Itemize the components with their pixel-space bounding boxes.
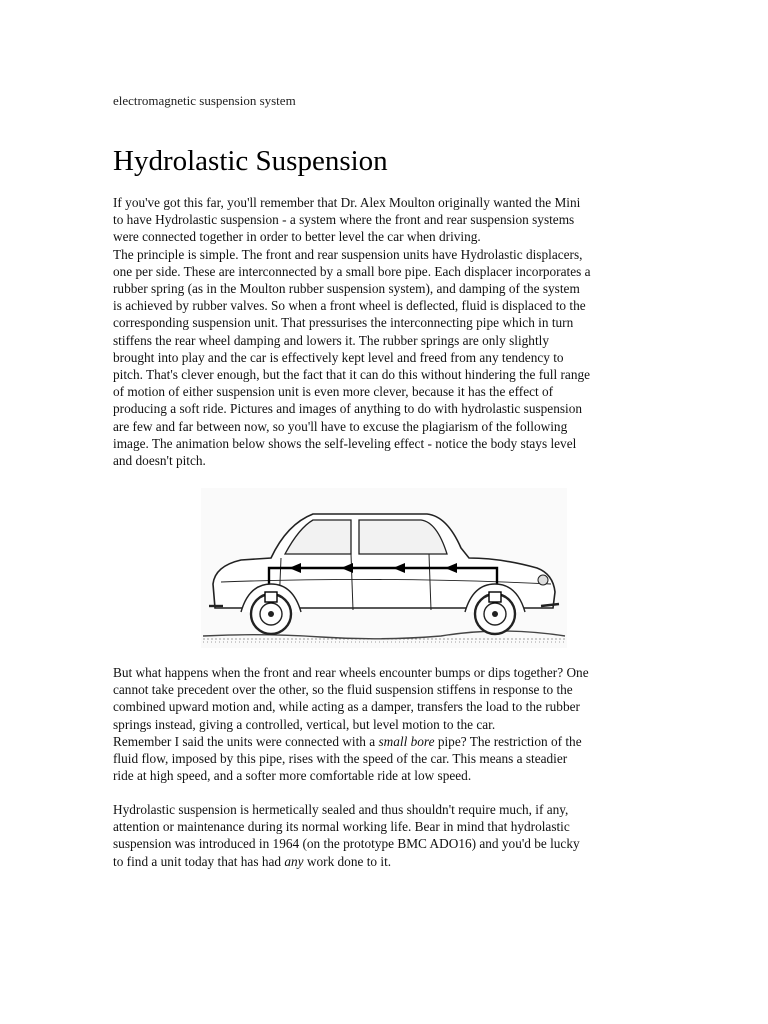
bumps-paragraph (113, 664, 658, 784)
text-line (113, 853, 658, 870)
text-line: combined upward motion and, while acting as a damper, transfers the load to the rubber (113, 699, 580, 715)
text-line: image. The animation below shows the self-leveling effect - notice the body stays level (113, 435, 577, 451)
text-run: to find a unit today that has had (113, 853, 285, 869)
text-line: springs instead, giving a controlled, vertical, but level motion to the car. (113, 716, 496, 732)
text-line: of motion of either suspension unit is even more clever, because it has the effect of (113, 384, 554, 400)
text-line: fluid flow, imposed by this pipe, rises with the speed of the car. This means a steadier (113, 751, 568, 767)
text-line: pitch. That's clever enough, but the fact that it can do this without hindering the full range (113, 367, 591, 383)
text-line: and doesn't pitch. (113, 453, 206, 469)
text-line: rubber spring (as in the Moulton rubber suspension system), and damping of the system (113, 281, 580, 297)
text-line: to have Hydrolastic suspension - a system where the front and rear suspension systems (113, 212, 575, 228)
car-drawing-svg (201, 488, 567, 648)
text-line: If you've got this far, you'll remember that Dr. Alex Moulton originally wanted the Mini (113, 195, 581, 210)
text-line: producing a soft ride. Pictures and images of anything to do with hydrolastic suspension (113, 401, 583, 417)
text-line: brought into play and the car is effectively kept level and freed from any tendency to (113, 349, 564, 365)
text-run: work done to it. (303, 853, 392, 869)
text-line: The principle is simple. The front and rear suspension units have Hydrolastic displacers, (113, 246, 583, 262)
emphasis-text: any (284, 853, 304, 869)
text-run: pipe? The restriction of the (434, 733, 582, 749)
page-kicker: electromagnetic suspension system (113, 93, 296, 108)
article-title: Hydrolastic Suspension (113, 145, 388, 177)
text-line: one per side. These are interconnected by a small bore pipe. Each displacer incorporates a (113, 263, 591, 279)
text-line: Hydrolastic suspension is hermetically sealed and thus shouldn't require much, if any, (113, 802, 569, 817)
text-line: are few and far between now, so you'll have to excuse the plagiarism of the following (113, 418, 568, 434)
text-line: But what happens when the front and rear wheels encounter bumps or dips together? One (113, 665, 589, 680)
emphasis-text: small bore (378, 733, 435, 749)
intro-paragraph (113, 194, 658, 469)
text-line: suspension was introduced in 1964 (on the prototype BMC ADO16) and you'd be lucky (113, 836, 580, 852)
text-run: Remember I said the units were connected with a (113, 733, 379, 749)
text-line: corresponding suspension unit. That pressurises the interconnecting pipe which in turn (113, 315, 574, 331)
text-line: ride at high speed, and a softer more comfortable ride at low speed. (113, 768, 472, 784)
text-line: attention or maintenance during its normal working life. Bear in mind that hydrolastic (113, 819, 570, 835)
maintenance-paragraph (113, 801, 658, 870)
text-line: is achieved by rubber valves. So when a front wheel is deflected, fluid is displaced to the (113, 298, 586, 314)
text-line: stiffens the rear wheel damping and lowers it. The rubber springs are only slightly (113, 332, 549, 348)
text-line: were connected together in order to better level the car when driving. (113, 229, 481, 245)
text-line: cannot take precedent over the other, so the fluid suspension stiffens in response to the (113, 682, 573, 698)
text-line (113, 733, 658, 750)
car-suspension-illustration (201, 488, 567, 648)
